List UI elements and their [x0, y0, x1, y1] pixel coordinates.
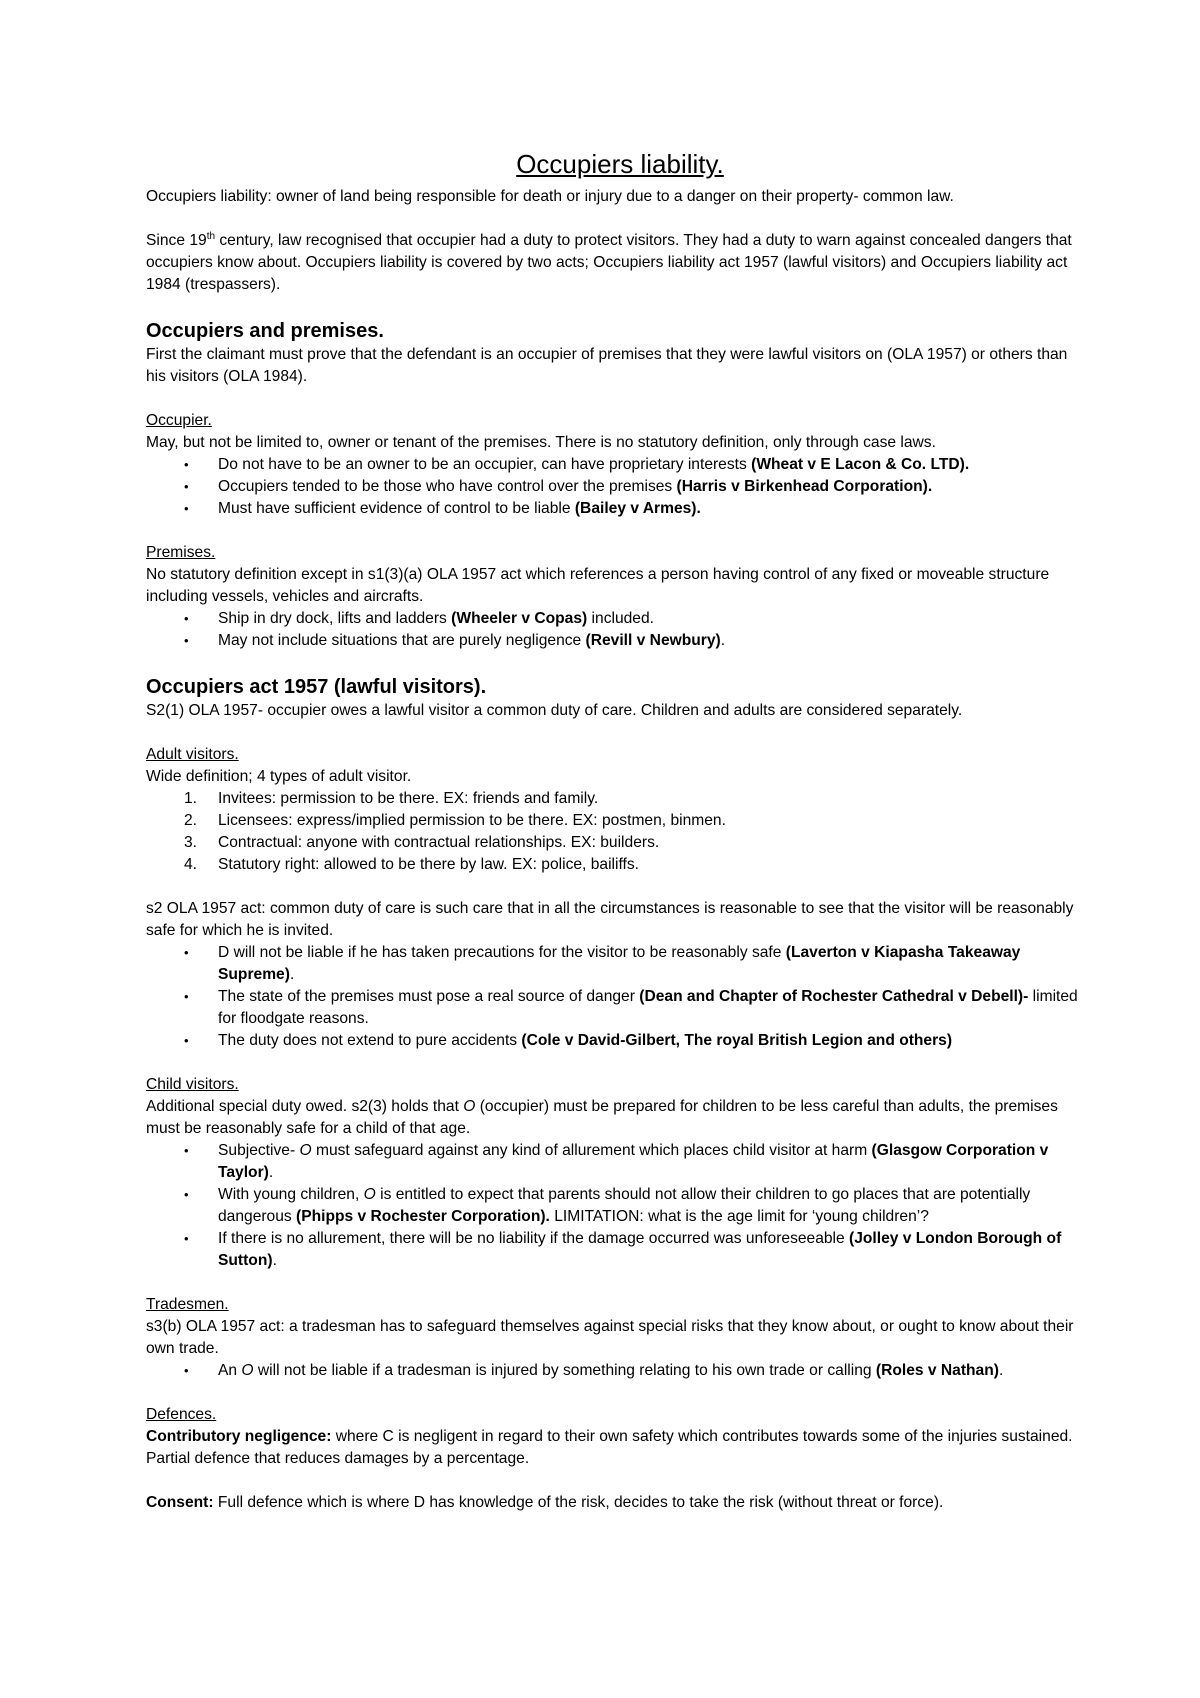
- subheading-adult-visitors: Adult visitors.: [146, 746, 239, 763]
- premises-intro: First the claimant must prove that the defendant is an occupier of premises that they were lawful visitors on (OLA 1957) or others than his visitors (OLA 1984).: [146, 346, 1068, 385]
- premises-text: No statutory definition except in s1(3)(a) OLA 1957 act which references a person having control of any fixed or moveable structure including vessels, vehicles and aircrafts.: [146, 566, 1050, 605]
- tradesmen-bullets: [146, 1360, 1080, 1382]
- occupier-text: May, but not be limited to, owner or tenant of the premises. There is no statutory definition, only through case laws.: [146, 434, 936, 451]
- intro-definition: Occupiers liability: owner of land being responsible for death or injury due to a danger on their property- common law.: [146, 188, 954, 205]
- list-item: • Must have sufficient evidence of control to be liable (Bailey v Armes).: [218, 498, 1080, 520]
- list-item: • May not include situations that are purely negligence (Revill v Newbury).: [218, 630, 1080, 652]
- list-item: 1. Invitees: permission to be there. EX: friends and family.: [184, 790, 599, 807]
- page-title: Occupiers liability.: [516, 149, 724, 179]
- subheading-child-visitors: Child visitors.: [146, 1076, 239, 1093]
- adult-text: Wide definition; 4 types of adult visitor.: [146, 768, 412, 785]
- subheading-defences: Defences.: [146, 1406, 217, 1423]
- child-bullets: [146, 1140, 1080, 1272]
- list-item: • With young children, O is entitled to expect that parents should not allow their children to go places that are potentially dangerous (Phipps v Rochester Corporation). LIMITATION: what is the age limit for ‘young children’?: [218, 1184, 1080, 1228]
- subheading-tradesmen: Tradesmen.: [146, 1296, 229, 1313]
- defence-contributory-negligence: Contributory negligence: where C is negligent in regard to their own safety which contributes towards some of the injuries sustained. Partial defence that reduces damages by a percentage.: [146, 1428, 1073, 1467]
- list-item: • The state of the premises must pose a real source of danger (Dean and Chapter of Rochester Cathedral v Debell)- limited for floodgate reasons.: [218, 986, 1080, 1030]
- duty-bullets: [146, 942, 1080, 1052]
- defence-consent: Consent: Full defence which is where D has knowledge of the risk, decides to take the risk (without threat or force).: [146, 1494, 944, 1511]
- heading-occupiers-and-premises: Occupiers and premises.: [146, 320, 384, 342]
- list-item: • An O will not be liable if a tradesman is injured by something relating to his own trade or calling (Roles v Nathan).: [218, 1360, 1080, 1382]
- occupier-bullets: [146, 454, 1080, 520]
- list-item: • Occupiers tended to be those who have control over the premises (Harris v Birkenhead Corporation).: [218, 476, 1080, 498]
- intro-history: Since 19th century, law recognised that occupier had a duty to protect visitors. They had a duty to warn against concealed dangers that occupiers know about. Occupiers liability is covered by two acts; Occupiers liability act 1957 (lawful visitors) and Occupiers liability act 1984 (trespassers).: [146, 230, 1072, 293]
- list-item: • Ship in dry dock, lifts and ladders (Wheeler v Copas) included.: [218, 608, 1080, 630]
- list-item: • The duty does not extend to pure accidents (Cole v David-Gilbert, The royal British Legion and others): [218, 1030, 1080, 1052]
- list-item: 2. Licensees: express/implied permission to be there. EX: postmen, binmen.: [184, 812, 726, 829]
- list-item: 4. Statutory right: allowed to be there by law. EX: police, bailiffs.: [184, 856, 639, 873]
- duty-text: s2 OLA 1957 act: common duty of care is such care that in all the circumstances is reasonable to see that the visitor will be reasonably safe for which he is invited.: [146, 900, 1074, 939]
- list-item: • If there is no allurement, there will be no liability if the damage occurred was unforeseeable (Jolley v London Borough of Sutton).: [218, 1228, 1080, 1272]
- premises-bullets: [146, 608, 1080, 652]
- subheading-premises: Premises.: [146, 544, 216, 561]
- list-item: • D will not be liable if he has taken precautions for the visitor to be reasonably safe (Laverton v Kiapasha Takeaway Supreme).: [218, 942, 1080, 986]
- list-item: 3. Contractual: anyone with contractual relationships. EX: builders.: [184, 834, 660, 851]
- child-text: Additional special duty owed. s2(3) holds that O (occupier) must be prepared for children to be less careful than adults, the premises must be reasonably safe for a child of that age.: [146, 1098, 1058, 1137]
- list-item: • Do not have to be an owner to be an occupier, can have proprietary interests (Wheat v E Lacon & Co. LTD).: [218, 454, 1080, 476]
- adult-visitor-types: [146, 788, 1080, 876]
- act1957-intro: S2(1) OLA 1957- occupier owes a lawful visitor a common duty of care. Children and adults are considered separately.: [146, 702, 963, 719]
- list-item: • Subjective- O must safeguard against any kind of allurement which places child visitor at harm (Glasgow Corporation v Taylor).: [218, 1140, 1080, 1184]
- subheading-occupier: Occupier.: [146, 412, 212, 429]
- tradesmen-text: s3(b) OLA 1957 act: a tradesman has to safeguard themselves against special risks that they know about, or ought to know about their own trade.: [146, 1318, 1074, 1357]
- heading-occupiers-act-1957: Occupiers act 1957 (lawful visitors).: [146, 676, 487, 698]
